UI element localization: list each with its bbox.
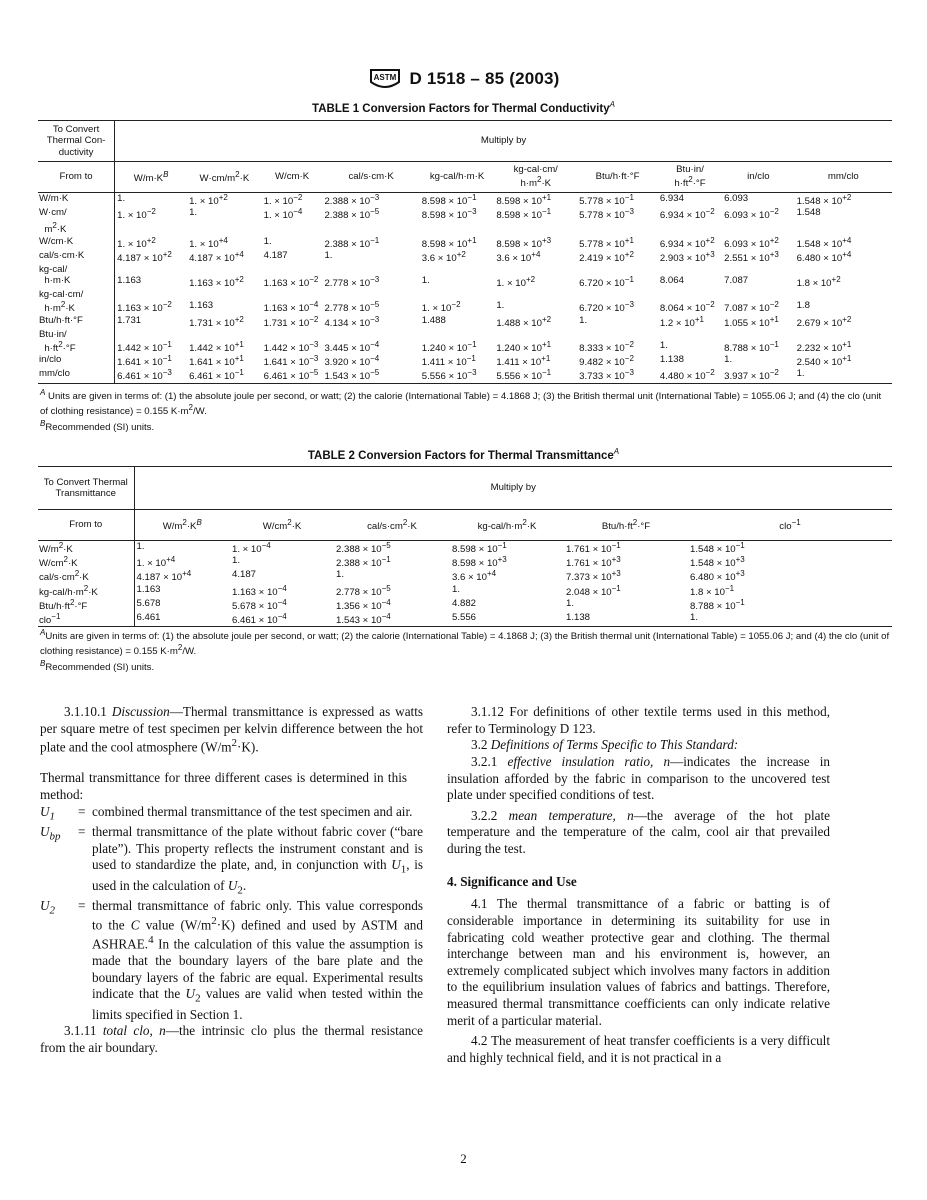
table1-row [38,300,892,314]
table1-cell: $6.720 \times 10^{-3}$ [579,300,634,315]
definition-item [40,898,423,1023]
table2-cell: $1.543 \times 10^{-4}$ [336,612,391,627]
table1-cell [722,329,794,340]
table1-cell [115,221,187,235]
table2-cell: $2.778 \times 10^{-5}$ [336,583,391,598]
table2-cell: $1.761 \times 10^{+3}$ [566,555,621,570]
table1-cell [577,264,658,275]
table1-cell: $1.240 \times 10^{+1}$ [496,339,552,355]
table2-cell: 1.163 [136,583,161,595]
table1-cell: $5.778 \times 10^{-3}$ [579,207,634,222]
table1-cell [494,289,577,300]
table1-cell: 8.064 [659,275,684,287]
table1-cell: $1.163 \times 10^{+2}$ [189,275,244,290]
table1-cell [187,329,262,340]
table1-row [38,193,892,208]
table1-cell: $1.163 \times 10^{-2}$ [263,275,319,290]
table2-cell: 4.187 [232,569,257,581]
table1-cell: 1. × $10^{+2}$ [117,235,156,250]
table1-cell: $2.778 \times 10^{-3}$ [324,275,380,290]
definition-symbol: $U_2$ [40,898,56,917]
table1-multiply-by-label: Multiply by [480,135,527,147]
table1-cell: 7.087 [724,275,749,287]
table1-cell: 1.163 [117,275,142,287]
table2-cell: 1. [566,597,575,609]
table2-cell: 1. × $10^{+4}$ [136,555,176,570]
table1-column-header: kg-cal/h·m·K [429,171,485,183]
table1-cell: 1. × $10^{-2}$ [117,207,156,222]
table1-cell: $4.480 \times 10^{-2}$ [659,368,715,383]
table1-row [38,207,892,221]
table1-cell: 1. [496,300,505,312]
table1-cell: $2.551 \times 10^{+3}$ [724,249,779,265]
table1-cell [658,289,722,300]
table1-cell [722,289,794,300]
table1-cell: $2.679 \times 10^{+2}$ [796,314,852,329]
table1-cell [187,221,262,235]
table2-cell: $1.356 \times 10^{-4}$ [336,597,391,613]
table1-cell: 1.488 [421,314,446,326]
table1-cell: 1. [117,193,126,204]
table1-cell [795,221,892,235]
table1-cell: $4.187 \times 10^{+4}$ [189,249,244,265]
para-3-2: 3.2 Definitions of Terms Specific to This Standard: [471,737,739,753]
table1-cell [494,221,577,235]
table1-cell: $8.598 \times 10^{-3}$ [421,207,477,222]
definition-symbol: $U_1$ [40,803,56,823]
document-designation: D 1518 – 85 (2003) [409,69,560,88]
table2-from-to-label: From to [38,510,134,541]
table1-cell: $2.388 \times 10^{-1}$ [324,235,380,250]
table2-caption: TABLE 2 Conversion Factors for Thermal Transmittance$^A$ [307,447,620,462]
table1-cell: $3.6 \times 10^{+2}$ [421,249,466,265]
table2-cell: 1. [136,541,145,552]
table1-row [38,368,892,383]
table1-cell: 6.934 [659,193,684,204]
table1-cell [494,264,577,275]
table2-footnotes [40,628,890,674]
table2-cell: 5.556 [452,612,477,624]
table1-cell [322,289,419,300]
table1-cell: $2.419 \times 10^{+2}$ [579,249,634,265]
table1-cell [322,329,419,340]
document-header [0,66,927,97]
astm-logo-icon [367,66,403,92]
table1-cell: $1.2 \times 10^{+1}$ [659,314,704,329]
table1-cell: $2.388 \times 10^{-5}$ [324,207,380,222]
table2-cell: 1. × $10^{-4}$ [232,541,271,556]
table1-cell [658,221,722,235]
table1-cell [420,264,495,275]
table1-cell: $1.442 \times 10^{-1}$ [117,339,172,355]
table1-row-label: kg-cal/ [38,264,115,275]
table1-cell: $2.778 \times 10^{-5}$ [324,300,380,315]
table2-cell: 1. [336,569,345,581]
body-left-column [40,704,423,1057]
table1-cell: 1. [421,275,430,287]
table1-cell [262,264,323,275]
table1-cell [658,264,722,275]
definition-text: thermal transmittance of the plate without fabric cover (“bare plate”). This property reflects the instrument constant and is used to standardize the plate, and, in conjunction with $U_1$, is used in the calculation of $U_2$. [92,824,423,897]
table1-row [38,236,892,250]
table2-row [38,612,892,627]
table1-column-header: kg-cal·cm/ $h\cdot m^2\cdot K$ [513,164,558,190]
table2-cell: $1.163 \times 10^{-4}$ [232,583,287,598]
table1-row-label: Btu·in/ [38,329,115,340]
table2-row-label: $W/cm^2\cdot K$ [38,555,134,569]
definition-equals: = [78,898,86,914]
definition-equals: = [78,803,86,819]
table1-cell: 1. [659,339,668,351]
table1-cell [795,289,892,300]
table1-cell: $1.731 \times 10^{-2}$ [263,314,319,329]
table1-cell: $1.548 \times 10^{+4}$ [796,235,852,250]
para-3-1-12: 3.1.12 For definitions of other textile terms used in this method, refer to Terminology D 123. [447,704,830,736]
table2-row-label: Btu/$h\cdot ft^2\cdot^\circ F$ [38,598,134,612]
table1-cell [115,289,187,300]
table1-cell: $9.482 \times 10^{-2}$ [579,354,634,369]
table1-cell: $6.093 \times 10^{-2}$ [724,207,779,222]
table2-row [38,598,892,612]
definition-item [40,824,423,898]
table1-cell: $1.641 \times 10^{+1}$ [189,354,244,369]
table2-column-header: cal/$s\cdot cm^2\cdot K$ [367,517,417,533]
table1-cell: $5.778 \times 10^{+1}$ [579,235,634,250]
table1-cell [322,221,419,235]
table1-cell: 1. [324,249,333,261]
table1-cell [187,264,262,275]
table1-cell [577,221,658,235]
table2-cell: 1. [690,612,699,624]
table1-row-label: W/cm·K [38,236,115,250]
table1-cell: $1.442 \times 10^{-3}$ [263,339,319,355]
table1-cell: $6.934 \times 10^{+2}$ [659,235,715,250]
table1-cell: $1.411 \times 10^{-1}$ [421,354,476,369]
table1-cell [722,221,794,235]
table2-cell: $7.373 \times 10^{+3}$ [566,569,621,584]
table2-column-header: Btu/$h\cdot ft^2\cdot^\circ F$ [601,517,651,533]
table1-cell: $2.903 \times 10^{+3}$ [659,249,715,265]
table1-cell: $1.543 \times 10^{-5}$ [324,368,380,383]
table1-cell: 1. [263,235,272,247]
body-right-column [447,704,830,1067]
table1-row-label: W/m·K [38,193,115,208]
table2-column-header: $W/cm^2\cdot K$ [262,517,302,533]
table2-column-header: clo$^{-1}$ [779,517,801,533]
table1-cell: 1.8 [796,300,810,312]
table2-cell: 6.461 [136,612,161,624]
table1-row-label: mm/clo [38,368,115,383]
table1-row-label: $h\cdot ft^2\cdot^\circ F$ [38,340,115,354]
table1-cell: $6.461 \times 10^{-5}$ [263,368,319,383]
table1-cell [262,329,323,340]
table1-cell: $6.093 \times 10^{+2}$ [724,235,779,250]
table2-row [38,584,892,598]
table1-cell: $8.333 \times 10^{-2}$ [579,339,634,355]
table1-cell: $3.445 \times 10^{-4}$ [324,339,380,355]
table1-cell: $3.733 \times 10^{-3}$ [579,368,634,383]
table1-cell: 4.187 [263,249,288,261]
table1-to-convert-label: To Convert Thermal Con- ductivity [38,121,115,162]
definitions-list [40,804,423,1024]
table2-cell: $8.788 \times 10^{-1}$ [690,597,745,613]
table2-column-header: $W/m^2\cdot K^B$ [162,517,202,533]
table1-column-header: W/cm·K [274,171,310,183]
para-3-1-11: 3.1.11 total clo, n—the intrinsic clo plus the thermal resistance from the air boundary. [40,1023,423,1055]
table1-cell: $1.442 \times 10^{+1}$ [189,339,244,355]
table1-cell: $3.937 \times 10^{-2}$ [724,368,779,383]
table1-cell: $1.8 \times 10^{+2}$ [796,275,841,290]
table2-row-label: cal/$s\cdot cm^2\cdot K$ [38,569,134,583]
table1-cell [115,329,187,340]
table1-row [38,250,892,264]
para-3-2-2: 3.2.2 mean temperature, n—the average of the hot plate temperature and the temperature of the calm, cool air that prevailed during the test. [447,807,831,856]
table1-cell: 1. [579,314,588,326]
table1-column-header: in/clo [747,171,770,183]
table1-row [38,264,892,275]
table2-row-label: $W/m^2\cdot K$ [38,541,134,556]
table1-cell [262,221,323,235]
table1-cell: $5.778 \times 10^{-1}$ [579,193,634,208]
table1-footnote-b: $^B$Recommended (SI) units. [40,418,155,434]
table1-cell: 1. [796,368,805,380]
table1-cell: $1.240 \times 10^{-1}$ [421,339,477,355]
table2-to-convert-label: To Convert Thermal Transmittance [38,467,134,510]
table1-cell: $6.461 \times 10^{-3}$ [117,368,172,383]
table1-cell: $8.788 \times 10^{-1}$ [724,339,779,355]
table1-row-label: $m^2\cdot K$ [38,221,115,235]
table1-cell: $8.598 \times 10^{+1}$ [421,235,477,250]
table2-row-label: $kg-cal/h\cdot m^2\cdot K$ [38,584,134,598]
table2-row [38,569,892,583]
table1-cell: $1.488 \times 10^{+2}$ [496,314,552,329]
table1-cell [420,329,495,340]
table1-cell [115,264,187,275]
table2-row-label: clo$^{-1}$ [38,612,134,627]
table2-cell: 1. [452,583,461,595]
table1-footnotes [40,388,890,434]
table1-cell: 1. × $10^{-4}$ [263,207,303,222]
table1-cell [262,289,323,300]
table1-row-label: h·m·K [38,275,115,289]
table1-cell: $3.920 \times 10^{-4}$ [324,354,380,369]
table1-cell [722,264,794,275]
table1-cell: $1.055 \times 10^{+1}$ [724,314,779,329]
table2-cell: $8.598 \times 10^{-1}$ [452,541,507,556]
table2-row [38,555,892,569]
table1-cell [420,289,495,300]
svg-text:ASTM: ASTM [374,73,397,82]
table2-cell: $6.480 \times 10^{+3}$ [690,569,745,584]
definition-text: combined thermal transmittance of the test specimen and air. [92,803,413,819]
table2-cell: 1.138 [566,612,591,624]
table2-cell: $4.187 \times 10^{+4}$ [136,569,192,584]
table1-cell: $1.163 \times 10^{-2}$ [117,300,172,315]
table2-cell: $2.388 \times 10^{-1}$ [336,555,391,570]
para-4-1: 4.1 The thermal transmittance of a fabric or batting is of considerable importance in determining its suitability for use in fabricating cold weather protective gear and clothing. The thermal interchange between man and his environment is, however, an extremely complicated subject which involves many factors in addition to the equilibrium insulation values of fabrics and battings. Therefore, measured thermal transmittance coefficients can only indicate relative merit of a particular material. [447,896,830,1028]
table2-column-header: $kg-cal/h\cdot m^2\cdot K$ [477,517,537,533]
table1-cell [658,329,722,340]
table1-row [38,315,892,329]
table1-row-label: in/clo [38,354,115,368]
table2-cell: $1.548 \times 10^{-1}$ [690,541,745,556]
table1-cell: 1. × $10^{+2}$ [189,193,228,208]
table1-from-to-label: From to [38,162,115,193]
table2-footnote-a: $^A$Units are given in terms of: (1) the absolute joule per second, or watt; (2) the calorie (International Table) = 4.1868 J; (3) the British thermal unit (International Table) = 1055.06 J; and (4) the clo (unit of clothing resistance) = 0.155 $K\cdot m^2/W$. [40,628,890,658]
table1-cell: $7.087 \times 10^{-2}$ [724,300,779,315]
table1-cell: $1.641 \times 10^{-3}$ [263,354,319,369]
table1-row [38,275,892,289]
table1-cell: $8.598 \times 10^{-1}$ [496,207,552,222]
table1-row-label: Btu/h·ft·°F [38,315,115,329]
table2-footnote-b: $^B$Recommended (SI) units. [40,658,155,674]
table1-cell [322,264,419,275]
table1-cell: 1.163 [189,300,214,312]
table1-column-header: mm/clo [827,171,859,183]
table1-row [38,221,892,235]
definition-symbol: $U_{bp}$ [40,824,61,843]
table1-cell: $2.232 \times 10^{+1}$ [796,339,852,355]
table1-cell: $1.548 \times 10^{+2}$ [796,193,852,208]
table1-cell: 6.093 [724,193,749,204]
table1-column-header: cal/s·cm·K [348,171,394,183]
definition-item [40,804,423,825]
table1-cell: $2.388 \times 10^{-3}$ [324,193,380,208]
table1-cell: $3.6 \times 10^{+4}$ [496,249,541,265]
table1-column-header: Btu·in/ $h\cdot ft^2\cdot^\circ F$ [674,164,706,190]
table2-cell: $6.461 \times 10^{-4}$ [232,612,287,627]
table1-row-label: cal/s·cm·K [38,250,115,264]
table1-cell: $6.720 \times 10^{-1}$ [579,275,634,290]
table1-cell: $6.934 \times 10^{-2}$ [659,207,715,222]
table1-cell: $4.134 \times 10^{-3}$ [324,314,380,329]
table1-row-label: kg-cal·cm/ [38,289,115,300]
table1-row-label: W·cm/ [38,207,115,221]
table1-caption: TABLE 1 Conversion Factors for Thermal Conductivity$^A$ [312,100,615,115]
table1-cell: 1. [189,207,198,219]
table1-row [38,354,892,368]
definition-equals: = [78,824,86,840]
table1-cell: $8.598 \times 10^{+3}$ [496,235,552,250]
table2-cell: $1.761 \times 10^{-1}$ [566,541,621,556]
table1-row [38,340,892,354]
para-3-2-1: 3.2.1 effective insulation ratio, n—indicates the increase in insulation afforded by the fabric in comparison to the uncovered test plate under specified conditions of test. [447,753,831,803]
table2-cell: $1.548 \times 10^{+3}$ [690,555,745,570]
table1-cell: 1.731 [117,314,142,326]
table1-cell: $2.540 \times 10^{+1}$ [796,354,852,369]
table2-cell: 4.882 [452,597,477,609]
table1-column-header: Btu/h·ft·°F [595,171,640,183]
table2-cell: $2.048 \times 10^{-1}$ [566,583,621,598]
table2-cell: $5.678 \times 10^{-4}$ [232,597,287,613]
table2-row [38,541,892,556]
table1-cell: $8.598 \times 10^{-1}$ [421,193,477,208]
table2-cell: 1. [232,555,241,567]
table1-cell: 1. [724,354,733,366]
table1-cell [577,289,658,300]
table1-cell: $5.556 \times 10^{-1}$ [496,368,552,383]
table1-cell: 1.548 [796,207,821,219]
table2-cell: 5.678 [136,597,161,609]
para-3-1-10-1: 3.1.10.1 Discussion—Thermal transmittance is expressed as watts per square metre of test specimen per kelvin difference between the hot plate and the cool atmosphere $(W/m^2\cdot K)$. [40,704,424,755]
table2-cell: $3.6 \times 10^{+4}$ [452,569,497,584]
table1-cell [187,289,262,300]
page-number: 2 [460,1151,467,1166]
table2-multiply-by-label: Multiply by [490,482,536,494]
table1-cell [494,329,577,340]
table2-cell: $1.8 \times 10^{-1}$ [690,583,735,598]
table1-row [38,289,892,300]
table2-cell: $8.598 \times 10^{+3}$ [452,555,507,570]
table1-cell: $8.064 \times 10^{-2}$ [659,300,715,315]
table1-cell: $1.731 \times 10^{+2}$ [189,314,244,329]
table1-column-header: $W/m\cdot K^B$ [133,169,169,185]
table1-cell: $1.641 \times 10^{-1}$ [117,354,172,369]
table1-cell: $6.461 \times 10^{-1}$ [189,368,244,383]
table1-cell: $1.411 \times 10^{+1}$ [496,354,551,369]
table1-cell: 1. × $10^{-2}$ [421,300,461,315]
para-4-2: 4.2 The measurement of heat transfer coefficients is a very difficult and highly technical field, and it is not practical in a [447,1033,830,1065]
table2-cell: $2.388 \times 10^{-5}$ [336,541,391,556]
definition-text: thermal transmittance of fabric only. This value corresponds to the C value $(W/m^2\cdot K)$ defined and used by ASTM and ASHRAE.$^4$ In the calculation of this value the assumption is made that the boundary layers of the bare plate and the boundary layers of the fabric are equal. Experimental results indicate that the $U_2$ values are valid when tested within the limits specified in Section 1. [92,898,424,1022]
table1-thermal-conductivity [38,120,892,384]
table1-cell: $8.598 \times 10^{+1}$ [496,193,552,208]
table1-cell [795,329,892,340]
table1-cell [420,221,495,235]
para-cases-intro: Thermal transmittance for three different cases is determined in this method: [40,770,407,802]
table1-cell: 1. × $10^{+4}$ [189,235,228,250]
table1-cell: $6.480 \times 10^{+4}$ [796,249,852,265]
table1-cell [577,329,658,340]
table1-cell: $4.187 \times 10^{+2}$ [117,249,172,265]
section-4-heading: 4. Significance and Use [447,873,577,889]
table1-cell [795,264,892,275]
table1-cell: $1.163 \times 10^{-4}$ [263,300,319,315]
table1-column-header: $W\cdot cm/m^2\cdot K$ [199,169,250,185]
table1-cell: 1. × $10^{+2}$ [496,275,536,290]
table2-thermal-transmittance [38,466,892,627]
table1-footnote-a: $^A$ Units are given in terms of: (1) the absolute joule per second, or watt; (2) the calorie (International Table) = 4.1868 J; (3) the British thermal unit (International Table) = 1055.06 J; and (4) the clo (unit of clothing resistance) = 0.155 $K\cdot m^2/W$. [40,388,882,418]
table1-row-label: $h\cdot m^2\cdot K$ [38,300,115,314]
table1-cell: 1. × $10^{-2}$ [263,193,303,208]
table1-cell: 1.138 [659,354,684,366]
table1-row [38,329,892,340]
table1-cell: $5.556 \times 10^{-3}$ [421,368,477,383]
